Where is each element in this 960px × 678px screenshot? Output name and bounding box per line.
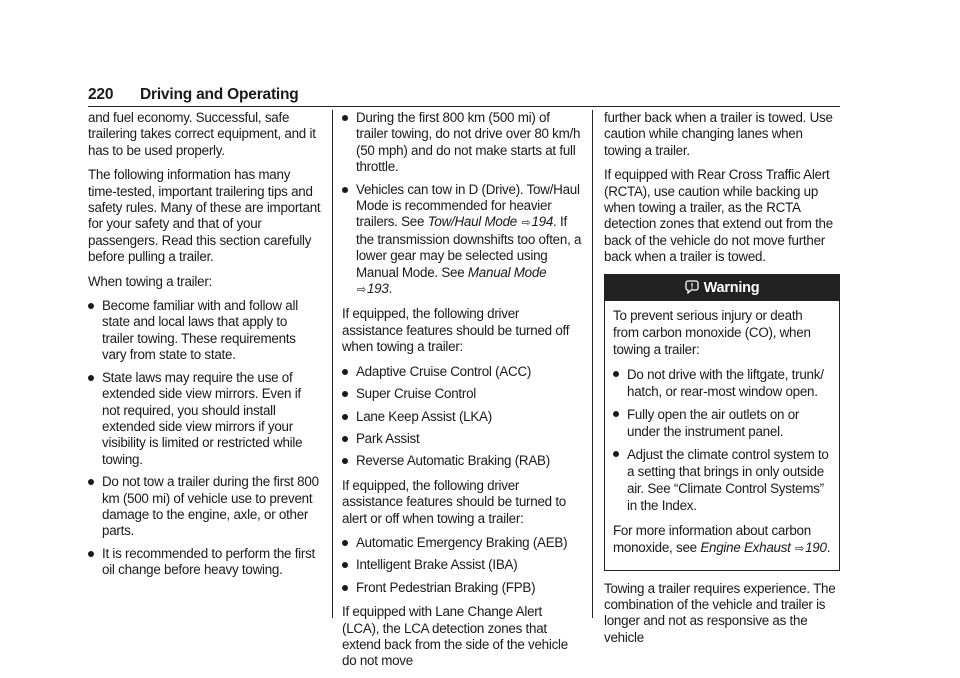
paragraph: If equipped, the following driver assistance features should be turned off when towing a trailer: <box>342 306 570 355</box>
column-right <box>604 110 840 654</box>
warning-icon <box>685 275 699 301</box>
towing-tips-list-continued <box>342 110 582 298</box>
bullet-icon <box>342 115 348 121</box>
bullet-icon <box>342 585 348 591</box>
list-item: Adjust the climate control system to a setting that brings in only outside air. See “Climate Control Systems” in the Index. <box>613 446 831 514</box>
bullet-icon <box>88 551 94 557</box>
warning-box <box>604 274 840 571</box>
bullet-icon <box>613 451 619 457</box>
list-item: Front Pedestrian Braking (FPB) <box>342 580 582 596</box>
page-ref-number[interactable]: 194 <box>531 214 554 230</box>
list-item: Lane Keep Assist (LKA) <box>342 409 582 425</box>
warning-more-info: For more information about carbon monoxide, see Engine Exhaust ⇨190. <box>613 522 831 555</box>
list-item: Become familiar with and follow all state and local laws that apply to trailer towing. These requirements vary from state to state. <box>88 298 322 364</box>
list-item: Fully open the air outlets on or under the instrument panel. <box>613 406 831 440</box>
column-divider <box>592 110 593 618</box>
cross-reference-link[interactable]: Manual Mode <box>467 264 547 280</box>
cross-reference-link[interactable]: Tow/Haul Mode <box>427 214 517 230</box>
column-middle <box>342 110 582 678</box>
list-item: During the first 800 km (500 mi) of trailer towing, do not drive over 80 km/h (50 mph) and do not make starts at full throttle. <box>342 110 582 176</box>
paragraph: If equipped with Rear Cross Traffic Alert (RCTA), use caution while backing up when towing a trailer, as the RCTA detection zones that extend out from the back of the vehicle do not move further back when a trailer is towed. <box>604 167 833 265</box>
page-ref-number[interactable]: 193 <box>366 281 389 297</box>
list-item: Super Cruise Control <box>342 386 582 402</box>
bullet-icon <box>342 187 348 193</box>
page-number: 220 <box>88 86 114 103</box>
list-item: Do not drive with the liftgate, trunk/ hatch, or rear-most window open. <box>613 366 831 400</box>
bullet-icon <box>88 479 94 485</box>
warning-header <box>605 275 839 301</box>
warning-body <box>605 301 839 570</box>
list-item: Reverse Automatic Braking (RAB) <box>342 453 582 469</box>
list-item: Do not tow a trailer during the first 800 km (500 mi) of vehicle use to prevent damage to the engine, axle, or other parts. <box>88 474 322 540</box>
bullet-icon <box>342 391 348 397</box>
paragraph: and fuel economy. Successful, safe trailering takes correct equipment, and it has to be used properly. <box>88 110 316 158</box>
towing-tips-list <box>88 298 322 579</box>
bullet-icon <box>342 562 348 568</box>
paragraph: When towing a trailer: <box>88 273 212 289</box>
bullet-icon <box>342 458 348 464</box>
bullet-icon <box>613 411 619 417</box>
section-title: Driving and Operating <box>140 86 299 103</box>
warning-list <box>613 366 831 514</box>
bullet-icon <box>342 540 348 546</box>
bullet-icon <box>613 371 619 377</box>
paragraph: If equipped, the following driver assistance features should be turned to alert or off when towing a trailer: <box>342 477 566 526</box>
column-left <box>88 110 322 587</box>
bullet-icon <box>88 375 94 381</box>
warning-intro: To prevent serious injury or death from carbon monoxide (CO), when towing a trailer: <box>613 307 811 357</box>
bullet-icon <box>342 414 348 420</box>
list-item: State laws may require the use of extended side view mirrors. Even if not required, you should install extended side view mirrors if your visibility is limited or restricted while towing. <box>88 370 322 468</box>
paragraph: If equipped with Lane Change Alert (LCA), the LCA detection zones that extend back from the side of the vehicle do not move <box>342 604 568 669</box>
paragraph: further back when a trailer is towed. Use caution while changing lanes when towing a trailer. <box>604 110 833 158</box>
features-alert-list <box>342 535 582 596</box>
list-item: Park Assist <box>342 431 582 447</box>
paragraph: The following information has many time-tested, important trailering tips and safety rules. Many of these are important for your safety and that of your passengers. Read this section carefully before pulling a trailer. <box>88 167 321 265</box>
list-item: Adaptive Cruise Control (ACC) <box>342 364 582 380</box>
list-item: Vehicles can tow in D (Drive). Tow/Haul Mode is recommended for heavier trailers. See Tow/Haul Mode ⇨194. If the transmission downshifts too often, a lower gear may be selected using Manual Mode. See Manual Mode ⇨193. <box>342 182 582 299</box>
column-divider <box>332 110 333 618</box>
paragraph: Towing a trailer requires experience. The combination of the vehicle and trailer is longer and not as responsive as the vehicle <box>604 580 836 645</box>
page-header <box>88 84 840 107</box>
list-item: It is recommended to perform the first oil change before heavy towing. <box>88 546 322 579</box>
features-off-list <box>342 364 582 470</box>
list-item: Intelligent Brake Assist (IBA) <box>342 557 582 573</box>
bullet-icon <box>342 369 348 375</box>
bullet-icon <box>342 436 348 442</box>
list-item: Automatic Emergency Braking (AEB) <box>342 535 582 551</box>
warning-title: Warning <box>703 279 760 296</box>
bullet-icon <box>88 303 94 309</box>
cross-reference-link[interactable]: Engine Exhaust <box>700 539 791 555</box>
page-ref-arrow-icon: ⇨ <box>795 542 805 555</box>
page-ref-number[interactable]: 190 <box>805 539 827 555</box>
page-ref-arrow-icon: ⇨ <box>357 284 366 297</box>
page-ref-arrow-icon: ⇨ <box>521 217 531 230</box>
